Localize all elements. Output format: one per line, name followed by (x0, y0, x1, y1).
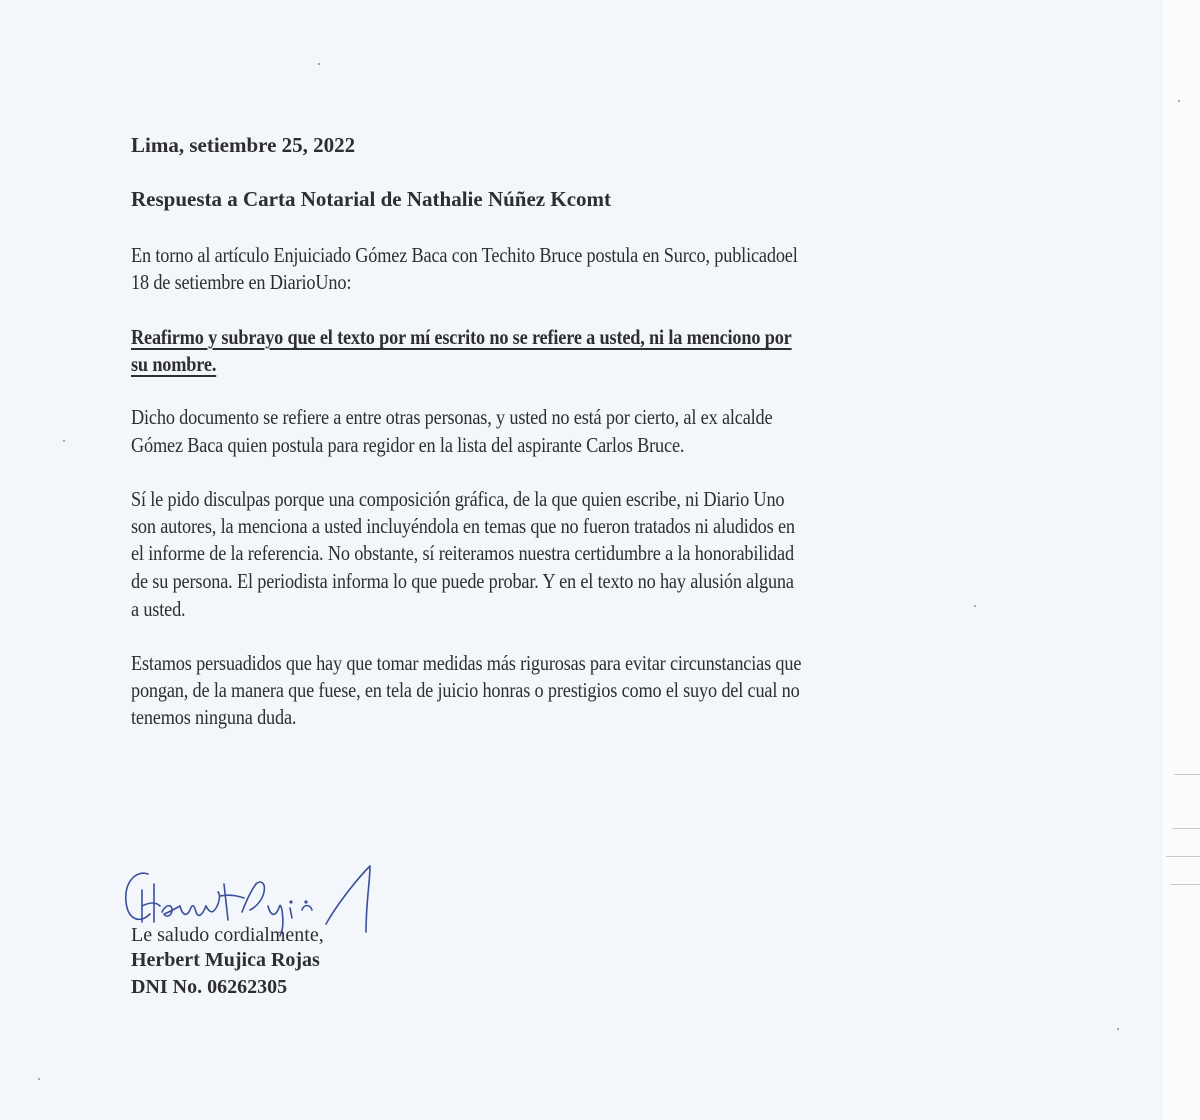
intro-line: En torno al artículo Enjuiciado Gómez Baca con Techito Bruce postula en Surco, publicadoel (131, 243, 798, 267)
edge-mark (1172, 828, 1200, 829)
paper-edge (1161, 0, 1200, 1120)
paragraph-line: el informe de la referencia. No obstante, sí reiteramos nuestra certidumbre a la honorabilidad (131, 541, 794, 565)
handwritten-signature (120, 862, 390, 942)
emphasis-line: su nombre. (131, 352, 217, 376)
scan-speck (38, 1078, 40, 1080)
paragraph-line: Gómez Baca quien postula para regidor en la lista del aspirante Carlos Bruce. (131, 433, 685, 457)
paragraph-line: tenemos ninguna duda. (131, 705, 297, 729)
edge-mark (1166, 856, 1200, 857)
paragraph-line: pongan, de la manera que fuese, en tela de juicio honras o prestigios como el suyo del cual no (131, 678, 800, 702)
scan-speck (63, 440, 65, 442)
paragraph-line: Sí le pido disculpas porque una composición gráfica, de la que quien escribe, ni Diario Uno (131, 487, 785, 511)
paragraph-line: Estamos persuadidos que hay que tomar medidas más rigurosas para evitar circunstancias que (131, 651, 802, 675)
closing-line: Le saludo cordialmente, (131, 924, 324, 946)
letter-subject: Respuesta a Carta Notarial de Nathalie Núñez Kcomt (131, 187, 612, 211)
scan-speck (1117, 1028, 1119, 1030)
emphasis-line: Reafirmo y subrayo que el texto por mí escrito no se refiere a usted, ni la menciono por (131, 325, 792, 349)
edge-mark (1174, 774, 1200, 775)
scan-speck (974, 605, 976, 607)
intro-line: 18 de setiembre en DiarioUno: (131, 270, 352, 294)
scan-speck (318, 63, 320, 65)
signer-name: Herbert Mujica Rojas (131, 949, 320, 971)
edge-mark (1170, 884, 1200, 885)
signer-id: DNI No. 06262305 (131, 976, 288, 998)
letter-date: Lima, setiembre 25, 2022 (131, 133, 356, 157)
paragraph-line: de su persona. El periodista informa lo que puede probar. Y en el texto no hay alusión alguna (131, 569, 794, 593)
scan-speck (1178, 100, 1180, 102)
paragraph-line: Dicho documento se refiere a entre otras personas, y usted no está por cierto, al ex alcalde (131, 405, 773, 429)
paragraph-line: a usted. (131, 597, 186, 621)
paragraph-line: son autores, la menciona a usted incluyéndola en temas que no fueron tratados ni aludidos en (131, 514, 795, 538)
